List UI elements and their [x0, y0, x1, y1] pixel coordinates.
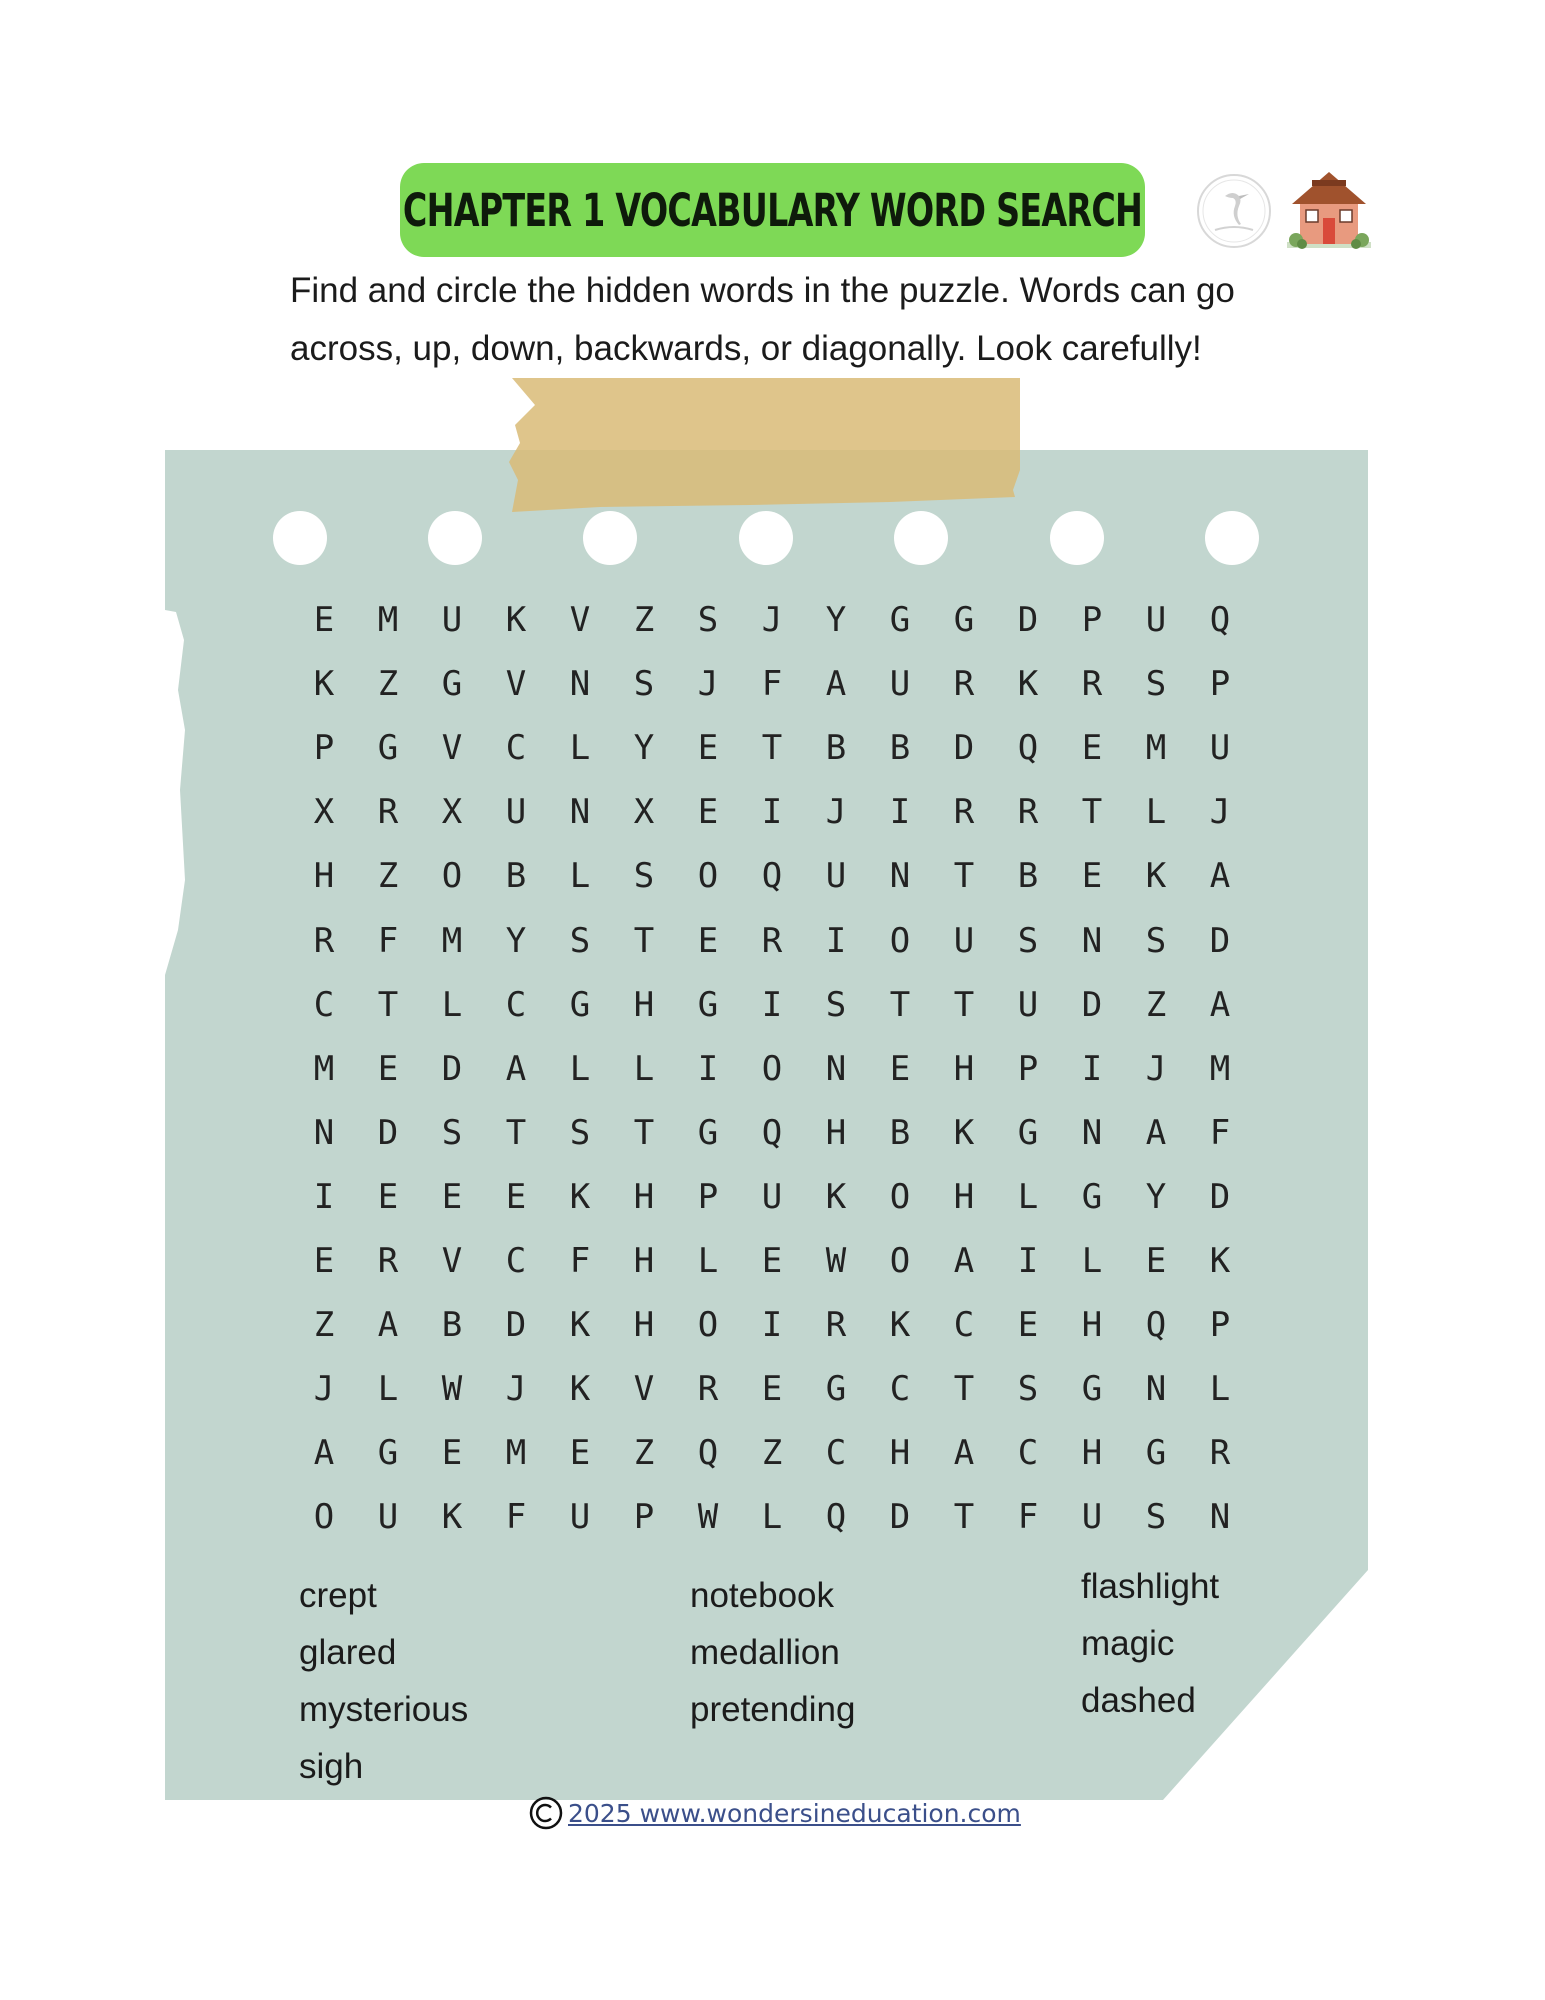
grid-letter: G	[825, 1369, 847, 1410]
grid-letter: K	[1145, 856, 1167, 897]
grid-letter: E	[313, 600, 335, 641]
grid-letter: Q	[761, 1112, 783, 1153]
grid-letter: C	[505, 728, 527, 769]
grid-letter: D	[441, 1048, 463, 1089]
punch-hole	[1050, 511, 1104, 565]
grid-letter: M	[1209, 1048, 1231, 1089]
word-bank-item: medallion	[690, 1633, 840, 1672]
grid-letter: S	[441, 1112, 463, 1153]
grid-letter: L	[377, 1369, 399, 1410]
punch-hole	[428, 511, 482, 565]
grid-letter: U	[761, 1176, 783, 1217]
grid-letter: C	[505, 984, 527, 1025]
grid-letter: O	[889, 1176, 911, 1217]
grid-letter: H	[953, 1048, 975, 1089]
grid-letter: T	[953, 856, 975, 897]
grid-letter: R	[377, 1240, 399, 1281]
grid-letter: K	[1209, 1240, 1231, 1281]
grid-letter: P	[1209, 1305, 1231, 1346]
grid-letter: R	[953, 664, 975, 705]
grid-letter: X	[633, 792, 655, 833]
grid-letter: R	[1081, 664, 1103, 705]
grid-letter: R	[1209, 1433, 1231, 1474]
grid-letter: Z	[377, 664, 399, 705]
grid-letter: K	[569, 1176, 591, 1217]
grid-letter: V	[633, 1369, 655, 1410]
grid-letter: E	[697, 728, 719, 769]
grid-letter: E	[313, 1240, 335, 1281]
grid-letter: A	[953, 1240, 975, 1281]
grid-letter: Z	[761, 1433, 783, 1474]
grid-letter: J	[505, 1369, 527, 1410]
grid-letter: Q	[1145, 1305, 1167, 1346]
grid-letter: N	[1209, 1497, 1231, 1538]
word-bank-item: pretending	[690, 1690, 856, 1729]
grid-letter: P	[1017, 1048, 1039, 1089]
grid-letter: K	[313, 664, 335, 705]
grid-letter: P	[633, 1497, 655, 1538]
grid-letter: B	[889, 1112, 911, 1153]
word-bank-item: dashed	[1081, 1681, 1196, 1720]
grid-letter: M	[377, 600, 399, 641]
punch-hole	[1205, 511, 1259, 565]
grid-letter: J	[1145, 1048, 1167, 1089]
grid-letter: A	[825, 664, 847, 705]
grid-letter: L	[569, 856, 591, 897]
grid-letter: F	[1017, 1497, 1039, 1538]
grid-letter: R	[761, 920, 783, 961]
word-bank-item: flashlight	[1081, 1567, 1220, 1606]
grid-letter: U	[441, 600, 463, 641]
grid-letter: D	[889, 1497, 911, 1538]
grid-letter: S	[633, 856, 655, 897]
grid-letter: V	[441, 1240, 463, 1281]
grid-letter: X	[313, 792, 335, 833]
grid-letter: Q	[825, 1497, 847, 1538]
grid-letter: A	[377, 1305, 399, 1346]
grid-letter: S	[1017, 1369, 1039, 1410]
grid-letter: N	[825, 1048, 847, 1089]
grid-letter: C	[825, 1433, 847, 1474]
grid-letter: L	[697, 1240, 719, 1281]
grid-letter: F	[761, 664, 783, 705]
grid-letter: E	[569, 1433, 591, 1474]
grid-letter: T	[377, 984, 399, 1025]
grid-letter: A	[953, 1433, 975, 1474]
grid-letter: W	[825, 1240, 847, 1281]
grid-letter: Y	[825, 600, 847, 641]
grid-letter: I	[313, 1176, 335, 1217]
grid-letter: H	[633, 1240, 655, 1281]
grid-letter: B	[825, 728, 847, 769]
grid-letter: U	[953, 920, 975, 961]
grid-letter: T	[1081, 792, 1103, 833]
grid-letter: N	[1081, 1112, 1103, 1153]
grid-letter: Q	[761, 856, 783, 897]
grid-letter: G	[441, 664, 463, 705]
grid-letter: L	[1209, 1369, 1231, 1410]
grid-letter: J	[825, 792, 847, 833]
grid-letter: P	[1081, 600, 1103, 641]
grid-letter: L	[1017, 1176, 1039, 1217]
grid-letter: Q	[1017, 728, 1039, 769]
tape-strip	[509, 378, 1020, 512]
grid-letter: L	[1145, 792, 1167, 833]
grid-letter: R	[313, 920, 335, 961]
grid-letter: E	[377, 1176, 399, 1217]
grid-letter: A	[1209, 984, 1231, 1025]
grid-letter: B	[441, 1305, 463, 1346]
grid-letter: V	[569, 600, 591, 641]
grid-letter: Y	[633, 728, 655, 769]
grid-letter: E	[889, 1048, 911, 1089]
grid-letter: Y	[1145, 1176, 1167, 1217]
grid-letter: U	[1209, 728, 1231, 769]
grid-letter: S	[825, 984, 847, 1025]
grid-letter: D	[1209, 1176, 1231, 1217]
grid-letter: B	[889, 728, 911, 769]
grid-letter: I	[889, 792, 911, 833]
grid-letter: M	[505, 1433, 527, 1474]
grid-letter: C	[889, 1369, 911, 1410]
grid-letter: L	[1081, 1240, 1103, 1281]
grid-letter: D	[953, 728, 975, 769]
punch-hole	[739, 511, 793, 565]
grid-letter: I	[825, 920, 847, 961]
grid-letter: Q	[1209, 600, 1231, 641]
grid-letter: I	[1081, 1048, 1103, 1089]
grid-letter: C	[1017, 1433, 1039, 1474]
grid-letter: M	[313, 1048, 335, 1089]
grid-letter: V	[441, 728, 463, 769]
grid-letter: R	[825, 1305, 847, 1346]
grid-letter: T	[953, 1497, 975, 1538]
grid-letter: E	[697, 792, 719, 833]
grid-letter: G	[377, 1433, 399, 1474]
word-bank-item: glared	[299, 1633, 397, 1672]
grid-letter: E	[1145, 1240, 1167, 1281]
grid-letter: T	[953, 984, 975, 1025]
grid-letter: D	[1017, 600, 1039, 641]
page-title: CHAPTER 1 VOCABULARY WORD SEARCH	[402, 183, 1143, 237]
grid-letter: L	[569, 728, 591, 769]
grid-letter: E	[505, 1176, 527, 1217]
grid-letter: A	[313, 1433, 335, 1474]
grid-letter: E	[761, 1369, 783, 1410]
word-bank-item: crept	[299, 1576, 377, 1615]
grid-letter: Z	[633, 1433, 655, 1474]
grid-letter: G	[377, 728, 399, 769]
grid-letter: O	[761, 1048, 783, 1089]
grid-letter: S	[1017, 920, 1039, 961]
grid-letter: O	[441, 856, 463, 897]
grid-letter: I	[1017, 1240, 1039, 1281]
grid-letter: J	[313, 1369, 335, 1410]
grid-letter: F	[1209, 1112, 1231, 1153]
grid-letter: H	[633, 984, 655, 1025]
grid-letter: E	[377, 1048, 399, 1089]
grid-letter: F	[569, 1240, 591, 1281]
grid-letter: M	[441, 920, 463, 961]
footer	[528, 1795, 1021, 1831]
grid-letter: E	[1017, 1305, 1039, 1346]
grid-letter: N	[889, 856, 911, 897]
grid-letter: Q	[697, 1433, 719, 1474]
grid-letter: E	[1081, 856, 1103, 897]
grid-letter: P	[313, 728, 335, 769]
grid-letter: R	[377, 792, 399, 833]
grid-letter: P	[1209, 664, 1231, 705]
grid-letter: V	[505, 664, 527, 705]
grid-letter: G	[1017, 1112, 1039, 1153]
grid-letter: O	[697, 856, 719, 897]
grid-letter: L	[761, 1497, 783, 1538]
grid-letter: G	[569, 984, 591, 1025]
grid-letter: G	[697, 984, 719, 1025]
grid-letter: H	[825, 1112, 847, 1153]
grid-letter: N	[569, 792, 591, 833]
grid-letter: K	[441, 1497, 463, 1538]
grid-letter: Z	[313, 1305, 335, 1346]
grid-letter: H	[633, 1176, 655, 1217]
grid-letter: O	[889, 920, 911, 961]
letter-grid	[292, 588, 1252, 1549]
grid-letter: S	[569, 1112, 591, 1153]
punch-hole	[583, 511, 637, 565]
house-icon	[1282, 160, 1376, 254]
instructions-line-1: Find and circle the hidden words in the puzzle. Words can go	[290, 271, 1235, 310]
word-bank-item: mysterious	[299, 1690, 469, 1729]
grid-letter: G	[1081, 1176, 1103, 1217]
grid-letter: I	[761, 984, 783, 1025]
grid-letter: W	[697, 1497, 719, 1538]
grid-letter: H	[633, 1305, 655, 1346]
grid-letter: C	[953, 1305, 975, 1346]
grid-letter: K	[569, 1305, 591, 1346]
grid-letter: T	[953, 1369, 975, 1410]
grid-letter: H	[1081, 1433, 1103, 1474]
grid-letter: O	[313, 1497, 335, 1538]
grid-letter: T	[761, 728, 783, 769]
grid-letter: A	[505, 1048, 527, 1089]
grid-letter: K	[889, 1305, 911, 1346]
grid-letter: H	[1081, 1305, 1103, 1346]
grid-letter: C	[505, 1240, 527, 1281]
grid-letter: J	[697, 664, 719, 705]
grid-letter: B	[505, 856, 527, 897]
grid-letter: U	[377, 1497, 399, 1538]
punch-hole	[894, 511, 948, 565]
grid-letter: T	[633, 920, 655, 961]
grid-letter: S	[697, 600, 719, 641]
grid-letter: R	[697, 1369, 719, 1410]
punch-hole	[273, 511, 327, 565]
grid-letter: O	[889, 1240, 911, 1281]
grid-letter: G	[697, 1112, 719, 1153]
footer-website-link[interactable]: 2025 www.wondersineducation.com	[568, 1798, 1021, 1828]
instructions-line-2: across, up, down, backwards, or diagonally. Look carefully!	[290, 329, 1202, 368]
grid-letter: K	[505, 600, 527, 641]
grid-letter: J	[1209, 792, 1231, 833]
grid-letter: G	[953, 600, 975, 641]
grid-letter: J	[761, 600, 783, 641]
grid-letter: G	[1145, 1433, 1167, 1474]
grid-letter: Z	[1145, 984, 1167, 1025]
grid-letter: G	[889, 600, 911, 641]
grid-letter: D	[505, 1305, 527, 1346]
grid-letter: L	[633, 1048, 655, 1089]
grid-letter: G	[1081, 1369, 1103, 1410]
grid-letter: N	[569, 664, 591, 705]
grid-letter: S	[1145, 920, 1167, 961]
instructions	[290, 262, 1290, 378]
grid-letter: R	[953, 792, 975, 833]
heron-logo-icon	[1195, 172, 1273, 250]
grid-letter: S	[569, 920, 591, 961]
grid-letter: U	[1017, 984, 1039, 1025]
grid-letter: D	[377, 1112, 399, 1153]
grid-letter: U	[825, 856, 847, 897]
grid-letter: M	[1145, 728, 1167, 769]
grid-letter: E	[441, 1176, 463, 1217]
grid-letter: A	[1145, 1112, 1167, 1153]
grid-letter: H	[889, 1433, 911, 1474]
grid-letter: Z	[377, 856, 399, 897]
word-bank-item: sigh	[299, 1747, 364, 1786]
grid-letter: O	[697, 1305, 719, 1346]
word-bank-item: notebook	[690, 1576, 835, 1615]
copyright-icon	[528, 1795, 564, 1831]
grid-letter: E	[761, 1240, 783, 1281]
grid-letter: U	[505, 792, 527, 833]
grid-letter: I	[697, 1048, 719, 1089]
grid-letter: E	[1081, 728, 1103, 769]
grid-letter: S	[633, 664, 655, 705]
grid-letter: H	[313, 856, 335, 897]
grid-letter: R	[1017, 792, 1039, 833]
grid-letter: P	[697, 1176, 719, 1217]
grid-letter: U	[1081, 1497, 1103, 1538]
grid-letter: U	[1145, 600, 1167, 641]
grid-letter: Y	[505, 920, 527, 961]
grid-letter: N	[313, 1112, 335, 1153]
grid-letter: H	[953, 1176, 975, 1217]
grid-letter: D	[1209, 920, 1231, 961]
grid-letter: E	[441, 1433, 463, 1474]
grid-letter: E	[697, 920, 719, 961]
grid-letter: K	[1017, 664, 1039, 705]
grid-letter: C	[313, 984, 335, 1025]
grid-letter: I	[761, 1305, 783, 1346]
title-banner	[400, 163, 1145, 257]
grid-letter: N	[1081, 920, 1103, 961]
grid-letter: B	[1017, 856, 1039, 897]
grid-letter: F	[377, 920, 399, 961]
grid-letter: T	[505, 1112, 527, 1153]
grid-letter: K	[825, 1176, 847, 1217]
grid-letter: I	[761, 792, 783, 833]
grid-letter: F	[505, 1497, 527, 1538]
word-bank-item: magic	[1081, 1624, 1175, 1663]
grid-letter: S	[1145, 664, 1167, 705]
grid-letter: U	[569, 1497, 591, 1538]
grid-letter: L	[569, 1048, 591, 1089]
grid-letter: S	[1145, 1497, 1167, 1538]
grid-letter: T	[633, 1112, 655, 1153]
grid-letter: N	[1145, 1369, 1167, 1410]
grid-letter: T	[889, 984, 911, 1025]
grid-letter: L	[441, 984, 463, 1025]
grid-letter: Z	[633, 600, 655, 641]
grid-letter: K	[569, 1369, 591, 1410]
grid-letter: U	[889, 664, 911, 705]
grid-letter: W	[441, 1369, 463, 1410]
grid-letter: A	[1209, 856, 1231, 897]
grid-letter: D	[1081, 984, 1103, 1025]
grid-letter: X	[441, 792, 463, 833]
grid-letter: K	[953, 1112, 975, 1153]
